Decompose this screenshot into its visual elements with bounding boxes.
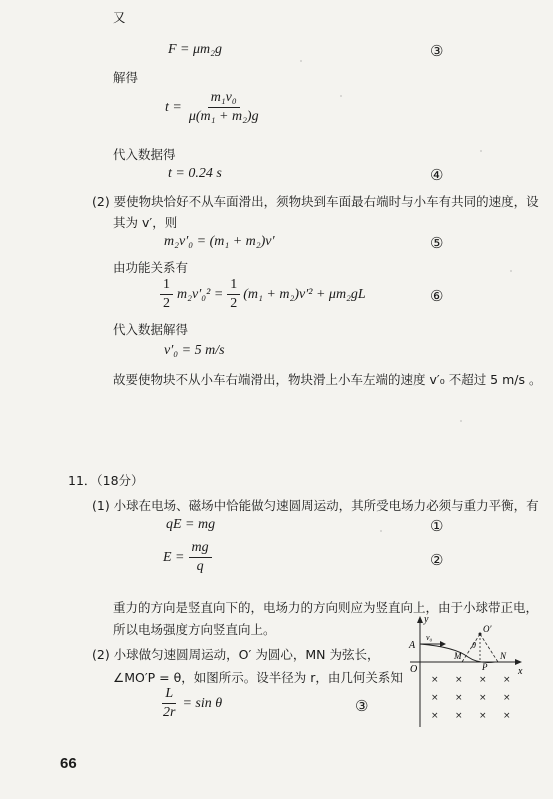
q11-part-2-line-1: (2) 小球做匀速圆周运动，O′ 为圆心，MN 为弦长，: [92, 647, 380, 662]
svg-text:×: ×: [455, 675, 463, 685]
t-lhs: t =: [165, 99, 182, 115]
q11-gravity-line-2: 所以电场强度方向竖直向上。: [113, 622, 276, 637]
label-x: x: [518, 666, 523, 677]
scan-speck: [510, 270, 512, 272]
svg-text:×: ×: [431, 711, 439, 721]
q11-equation-2-mark: ②: [430, 553, 444, 569]
radius-line-N: [480, 634, 498, 662]
svg-text:×: ×: [455, 693, 463, 703]
page-number: 66: [60, 755, 77, 772]
svg-text:×: ×: [503, 711, 511, 721]
equation-4: t = 0.24 s: [168, 166, 222, 181]
y-axis-arrow-icon: [417, 616, 423, 623]
label-O: O: [410, 664, 418, 675]
radius-line-M: [462, 634, 480, 662]
svg-text:×: ×: [431, 675, 439, 685]
svg-text:×: ×: [431, 693, 439, 703]
part-2-line-1: (2) 要使物块恰好不从车面滑出，须物块到车面最右端时与小车有共同的速度，设: [92, 194, 539, 209]
equation-5: m₂v′₀ = (m₁ + m₂)v′: [164, 234, 275, 249]
conclusion-line: 故要使物块不从小车右端滑出，物块滑上小车左端的速度 v′₀ 不超过 5 m/s 。: [113, 372, 542, 387]
svg-text:×: ×: [503, 675, 511, 685]
equation-t: [165, 90, 262, 125]
question-11-heading: 11．（18分）: [68, 473, 144, 488]
label-theta: θ: [472, 641, 476, 650]
half-fraction-2: [227, 277, 240, 312]
label-O-prime: O′: [483, 624, 492, 634]
q11-part-2-line-2: ∠MO′P = θ，如图所示。设半径为 r，由几何关系知: [113, 670, 403, 685]
equation-4-mark: ④: [430, 168, 444, 184]
text-daiyu-1: 代入数据得: [113, 147, 176, 162]
scan-speck: [380, 530, 382, 532]
svg-text:×: ×: [479, 693, 487, 703]
label-N: N: [500, 651, 507, 661]
text-jiede: 解得: [113, 70, 139, 85]
q11-equation-3-mark: ③: [355, 699, 369, 715]
eq6-middle-1: m₂v′₀² =: [177, 286, 224, 302]
svg-text:×: ×: [479, 675, 487, 685]
L-over-2r-fraction: [160, 686, 178, 721]
equation-6: [160, 277, 366, 312]
text-gongneng: 由功能关系有: [113, 260, 189, 275]
velocity-arrow-icon: [440, 641, 446, 647]
scan-speck: [340, 95, 342, 97]
equation-7: v′₀ = 5 m/s: [164, 343, 225, 358]
equation-5-mark: ⑤: [430, 236, 444, 252]
part-2-line-2: 其为 v′，则: [113, 215, 178, 230]
half-2-num: 1: [227, 277, 240, 295]
E-lhs: E =: [163, 549, 185, 565]
half-1-den: 2: [163, 296, 170, 311]
magnetic-field-crosses: [431, 675, 511, 721]
equation-6-mark: ⑥: [430, 289, 444, 305]
scan-speck: [460, 420, 462, 422]
sin-theta-rhs: = sin θ: [182, 695, 223, 711]
equation-3-mark: ③: [430, 44, 444, 60]
text-daiyu-2: 代入数据解得: [113, 322, 189, 337]
E-frac-denominator: q: [196, 559, 204, 574]
svg-text:×: ×: [503, 693, 511, 703]
q11-gravity-line-1: 重力的方向是竖直向下的，电场力的方向则应为竖直向上，由于小球带正电，: [113, 600, 539, 615]
t-frac-numerator: m₁v₀: [208, 90, 240, 108]
scan-speck: [300, 60, 302, 62]
half-fraction-1: [160, 277, 173, 312]
q11-equation-1-mark: ①: [430, 519, 444, 535]
half-1-num: 1: [160, 277, 173, 295]
q11-equation-3: [160, 686, 222, 721]
E-fraction: [189, 540, 212, 575]
L-numerator: L: [162, 686, 176, 704]
half-2-den: 2: [230, 296, 238, 311]
q11-equation-1: qE = mg: [166, 517, 216, 532]
2r-denominator: 2r: [163, 705, 176, 720]
equation-3: F = μm₂g: [168, 42, 223, 57]
svg-text:×: ×: [455, 711, 463, 721]
t-fraction: [186, 90, 262, 125]
E-frac-numerator: mg: [189, 540, 212, 558]
q11-equation-2: [163, 540, 212, 575]
label-A: A: [409, 640, 416, 651]
x-axis-arrow-icon: [515, 659, 522, 665]
label-P: P: [482, 662, 488, 672]
center-point: [479, 633, 482, 636]
scan-speck: [480, 150, 482, 152]
label-v0: v₀: [426, 633, 433, 642]
q11-part-1: (1) 小球在电场、磁场中恰能做匀速圆周运动，其所受电场力必须与重力平衡，有: [92, 498, 539, 513]
circular-motion-figure: [400, 612, 530, 732]
text-you: 又: [113, 10, 126, 25]
label-y: y: [424, 614, 429, 625]
t-frac-denominator: μ(m₁ + m₂)g: [188, 109, 259, 124]
label-M: M: [454, 651, 462, 661]
svg-text:×: ×: [479, 711, 487, 721]
eq6-middle-2: (m₁ + m₂)v′² + μm₂gL: [243, 286, 366, 302]
